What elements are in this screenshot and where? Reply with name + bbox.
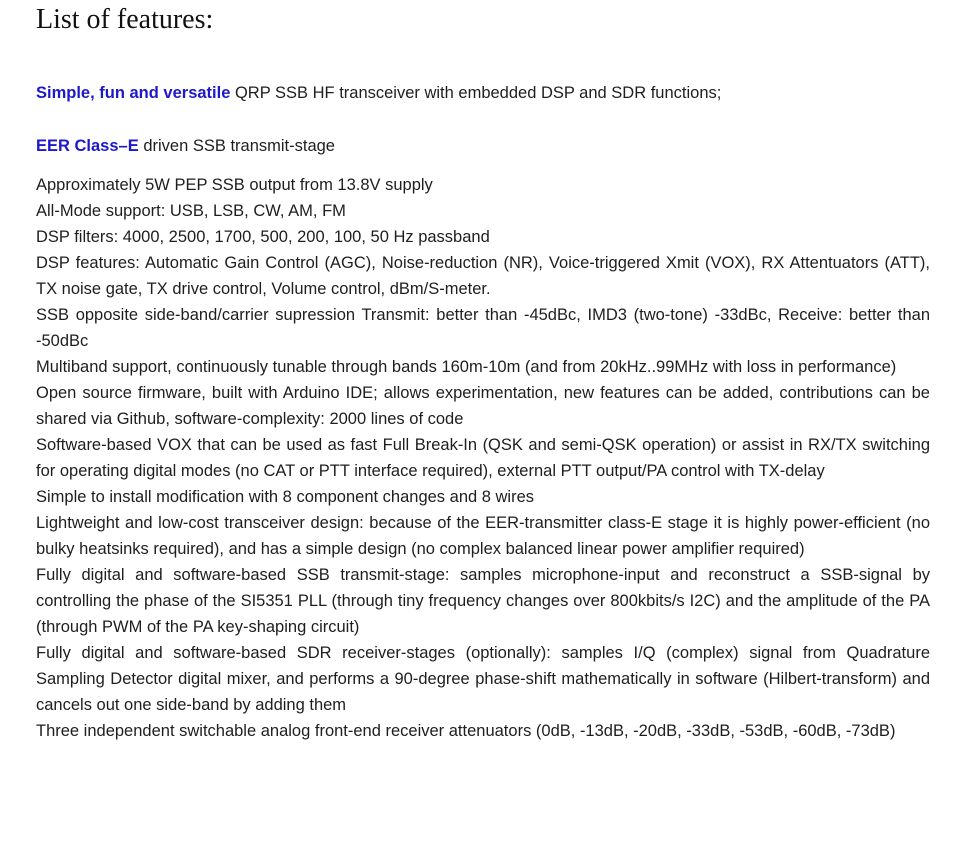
feature-item: SSB opposite side-band/carrier supression Transmit: better than -45dBc, IMD3 (two-tone) -33dBc, Receive: better than -50dBc [36, 306, 930, 350]
intro-highlight: EER Class–E [36, 137, 139, 155]
feature-item: Three independent switchable analog front-end receiver attenuators (0dB, -13dB, -20dB, -33dB, -53dB, -60dB, -73dB) [36, 722, 896, 740]
intro-line-eer [36, 135, 930, 157]
feature-item: Simple to install modification with 8 component changes and 8 wires [36, 488, 535, 506]
feature-item: Lightweight and low-cost transceiver design: because of the EER-transmitter class-E stage it is highly power-efficient (no bulky heatsinks required), and has a simple design (no complex balanced linear power amplifier required) [36, 514, 930, 558]
feature-item: All-Mode support: USB, LSB, CW, AM, FM [36, 202, 346, 220]
intro-highlight: Simple, fun and versatile [36, 84, 231, 102]
intro-text: driven SSB transmit-stage [138, 137, 335, 155]
feature-item: Fully digital and software-based SDR receiver-stages (optionally): samples I/Q (complex) signal from Quadrature Sampling Detector digital mixer, and performs a 90-degree phase-shift mathematically in software (Hilbert-transform) and cancels out one side-band by adding them [36, 644, 930, 714]
feature-list [36, 172, 930, 744]
page-title: List of features: [36, 4, 214, 35]
feature-item: Open source firmware, built with Arduino IDE; allows experimentation, new features can be added, contributions can be shared via Github, software-complexity: 2000 lines of code [36, 384, 930, 428]
feature-item: DSP filters: 4000, 2500, 1700, 500, 200, 100, 50 Hz passband [36, 228, 490, 246]
feature-item: Fully digital and software-based SSB transmit-stage: samples microphone-input and reconstruct a SSB-signal by controlling the phase of the SI5351 PLL (through tiny frequency changes over 800kbits/s I2C) and the amplitude of the PA (through PWM of the PA key-shaping circuit) [36, 566, 930, 636]
feature-item: Approximately 5W PEP SSB output from 13.8V supply [36, 176, 433, 194]
feature-item: Multiband support, continuously tunable through bands 160m-10m (and from 20kHz..99MHz with loss in performance) [36, 358, 897, 376]
feature-item: Software-based VOX that can be used as fast Full Break-In (QSK and semi-QSK operation) or assist in RX/TX switching for operating digital modes (no CAT or PTT interface required), external PTT output/PA control with TX-delay [36, 436, 930, 480]
intro-text: QRP SSB HF transceiver with embedded DSP and SDR functions; [230, 84, 722, 102]
feature-item: DSP features: Automatic Gain Control (AGC), Noise-reduction (NR), Voice-triggered Xmit (VOX), RX Attentuators (ATT), TX noise gate, TX drive control, Volume control, dBm/S-meter. [36, 254, 930, 298]
intro-line-simple [36, 82, 930, 104]
